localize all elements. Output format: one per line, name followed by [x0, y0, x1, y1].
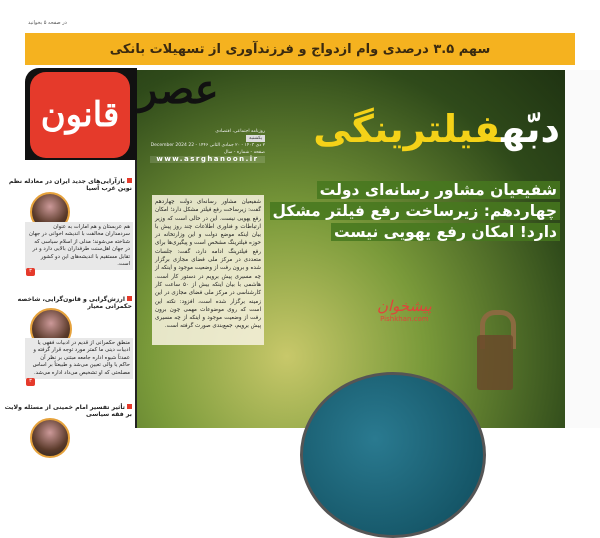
top-banner-headline[interactable]: سهم ۳.۵ درصدی وام ازدواج و فرزندآوری از تسهیلات بانکی [25, 33, 575, 65]
subheadline-line: چهاردهم: زیرساخت رفع فیلتر مشکل [270, 202, 560, 220]
lead-article-text: شفیعیان مشاور رسانه‌ای دولت چهاردهم گفت: زیرساخت رفع فیلتر مشکل دارد؛ امکان رفع یهویی نیست. این در حالی است که وزیر ارتباطات و فناوری اطلاعات چند روز پیش با بیان اینکه موضع دولت و این وزارتخانه در حوزه فیلترینگ مشخص است و پیگیری‌ها برای رفع فیلترینگ ادامه دارد، گفت: جلسات متعددی در مرکز ملی فضای مجازی برگزار شده و برون رفت از وضعیت موجود و اینکه از چه مسیری پیش برویم در دستور کار است. هاشمی با بیان اینکه بیش از ۵۰ ساعت کار کارشناسی در مرکز ملی فضای مجازی در این زمینه برگزار شده است، افزود: نکته این است که روی موضوعات مهمی چون برون رفت از وضعیت موجود و اینکه از چه مسیری پیش برویم، جمع‌بندی صورت گرفته است. [152, 195, 264, 345]
article-body: منطق حکمرانی از قدیم در ادبیات فقهی یا ادبیات دینی ما کمتر مورد توجه قرار گرفته و عمدتاً شیوه اداره جامعه مبتنی بر نظر آن حاکم یا والی تعیین می‌شد و طبیعتاً بر اساس مصلحتی که او تشخیص می‌داد اداره می‌شد. [25, 338, 133, 379]
watermark-en: Pishkhan.com [380, 315, 429, 323]
page-number-badge[interactable]: ۳ [26, 268, 35, 276]
subheadline-line: دارد! امکان رفع یهویی نیست [331, 223, 560, 241]
article-title[interactable]: بازآرایی‌های جدید ایران در معادله نظم نوین غرب آسیا [4, 178, 132, 192]
issue-line: صفحه - شماره - سال [223, 150, 265, 155]
page-number-badge[interactable]: ۳ [26, 378, 35, 386]
page-margin [565, 70, 600, 428]
website-url[interactable]: www.asrghanoon.ir [150, 156, 265, 163]
article-title[interactable]: ارزش‌گرایی و قانون‌گرایی، شاخصه حکمرانی معیار [4, 296, 132, 310]
padlock-icon [477, 335, 513, 390]
top-note: در صفحه ۵ بخوانید [28, 20, 67, 26]
tagline: روزنامه اجتماعی، اقتصادی [215, 129, 265, 134]
logo-secondary: عصر [138, 66, 219, 113]
masthead [150, 128, 265, 163]
globe-illustration [300, 372, 486, 538]
headline-part2: فیلترینگی [313, 107, 502, 151]
newspaper-logo: قانون [30, 72, 130, 158]
author-photo [30, 418, 70, 458]
subheadline [268, 180, 560, 243]
article-body: هم عربستان و هم امارات به عنوان سردمداران مخالفت با اندیشه اخوانی در جهان شناخته می‌شوند؛ مدلی از اسلام سیاسی که در جهان اهل‌سنت طرفداران بالایی دارد و در تقابل مستقیم با اندیشه‌های این دو کشور است. [25, 222, 133, 270]
subheadline-line: شفیعیان مشاور رسانه‌ای دولت [317, 181, 560, 199]
day: یکشنبه [246, 135, 265, 142]
column-divider [135, 160, 137, 428]
watermark [377, 297, 432, 323]
main-headline[interactable] [275, 107, 560, 151]
watermark-fa: پیشخوان [377, 297, 432, 315]
date-line: ۲ دی ۱۴۰۳ - ۲۰ جمادی الثانی ۱۴۴۶ - 22 December 2024 [150, 143, 265, 148]
headline-part1: دبّه [501, 107, 560, 151]
article-title[interactable]: تأثیر تفسیر امام خمینی از مسئله ولایت بر فقه سیاسی [4, 404, 132, 418]
